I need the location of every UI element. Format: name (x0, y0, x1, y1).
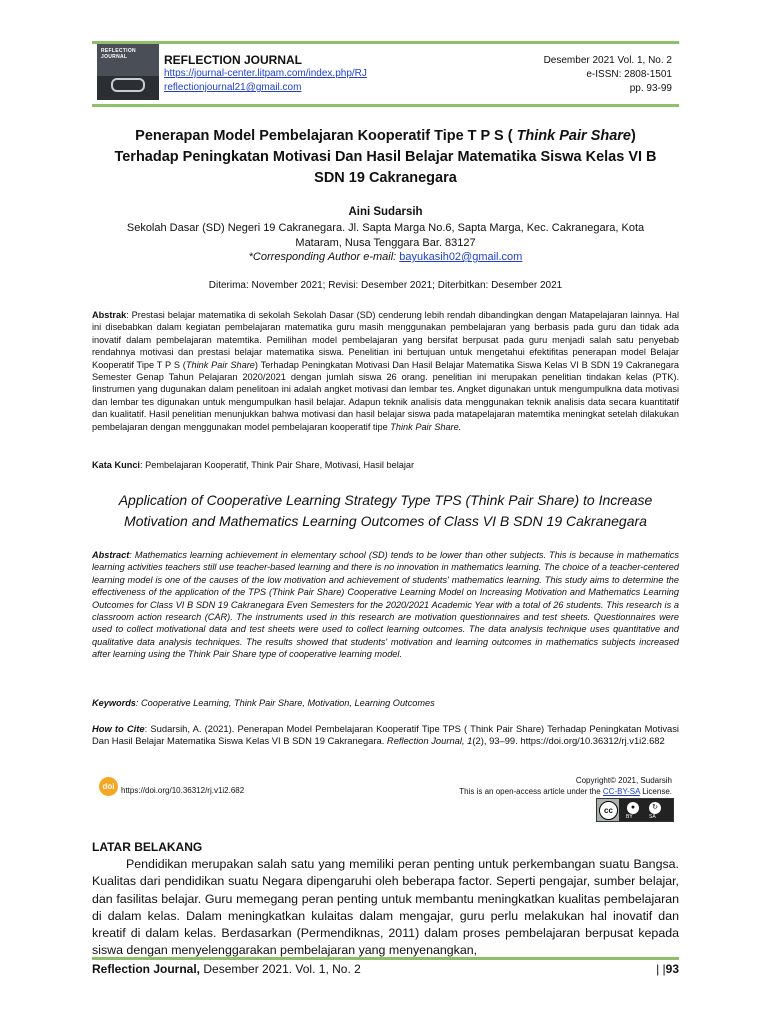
eissn: e-ISSN: 2808-1501 (586, 69, 672, 80)
footer-journal: Reflection Journal, Desember 2021. Vol. 1, No. 2 (92, 962, 361, 976)
article-title: Penerapan Model Pembelajaran Kooperatif Tipe T P S ( Think Pair Share) Terhadap Peningkatan Motivasi Dan Hasil Belajar Matematika Siswa Kelas VI B SDN 19 Cakranegara (114, 128, 657, 186)
sa-label: SA (649, 814, 656, 820)
cover-title: REFLECTION JOURNAL (101, 48, 136, 60)
cc-by-sa-badge-icon[interactable] (596, 798, 674, 822)
license-link[interactable]: CC-BY-SA (602, 787, 640, 796)
page-range: pp. 93-99 (629, 83, 672, 94)
copyright: Copyright© 2021, Sudarsih (575, 776, 672, 785)
issue-info: Desember 2021 Vol. 1, No. 2 (543, 55, 672, 66)
header-top-rule (92, 41, 679, 44)
section-paragraph: Pendidikan merupakan salah satu yang memiliki peran penting untuk perkembangan suatu Bangsa. Kualitas dari pendidikan suatu Negara dipengaruhi oleh beberapa factor. Seperti pengajar, sumber belajar, dan fasilitas belajar. Guru memegang peran penting untuk membantu meningkatkan kualitas pembelajaran di dalam kelas. Dalam meningkatkan kulaitas dalam mengajar, guru perlu melakukan hal inovatif dan kreatif di dalam kelas. Berdasarkan (Permendiknas, 2011) dalam proses pembelajaran berpusat kepada siswa dengan menyelenggarakan pembelajaran yang menyenangkan, (92, 857, 679, 958)
abstrak-paragraph: Abstrak: Prestasi belajar matematika di sekolah Sekolah Dasar (SD) cenderung lebih rendah dibandingkan dengan Matapelajaran lainnya. Hal ini disebabkan dalam kegiatan pembelajaran matematika guru masih menggunakan pembelajaran yang berbasis pada guru dan tidak ada inovatif dalam pembelajaran matemtika. Pemilihan model pembelajaran yang bersifat berpusat pada guru menjadi salah satu penyebab rendahnya motivasi dan prestasi belajar matematika siswa. Penelitian ini bertujuan untuk mengetahui efektifitas penerapan model Belajar Kooperatif Tipe T P S (Think Pair Share) Terhadap Peningkatan Motivasi Dan Hasil Belajar Matematika Siswa Kelas VI B SDN 19 Cakranegara Semester Genap Tahun Pelajaran 2020/2021 dengan jumlah siswa 26 orang. penelitian ini merupakan penelitian tindakan kelas (PTK). Iinstrumen yang dugunakan dalam penelitoan ini adalah angket motivasi dan lembar tes. Angket digunakan untuk mengumpulkna data motivasi dan lembar tes digunakan untuk mengumpulkan hasil belajar. Adapun teknik analisis data menggunakan teknik analisis data secara kuantitatif dan kualitatif. Hasil penelitian menunjukkan bahwa motivasi dan hasil belajar siswa pada matapelajaran matemtika meningkat setelah dilakukan pembelajaran dengan menggunakan model pembelajaran kooperatif tipe Think Pair Share. (92, 310, 679, 432)
kata-kunci: Kata Kunci: Pembelajaran Kooperatif, Think Pair Share, Motivasi, Hasil belajar (92, 460, 415, 470)
corresponding-author: *Corresponding Author e-mail: bayukasih02@gmail.com (248, 251, 523, 263)
article-dates: Diterima: November 2021; Revisi: Desember 2021; Diterbitkan: Desember 2021 (208, 280, 563, 291)
author-name: Aini Sudarsih (348, 206, 423, 218)
journal-email-link[interactable]: reflectionjournal21@gmail.com (164, 82, 302, 93)
by-icon: ● (627, 802, 639, 814)
english-abstract-paragraph: Abstract: Mathematics learning achievement in elementary school (SD) tends to be lower than other subjects. This is because in mathematics learning activities teachers still use teacher-based learning and there is no innovation in mathematics learning. The choice of a teacher-centered learning model is one of the causes of the low motivation and achievement of students' mathematics learning. This study aims to determine the effectiveness of the application of the TPS (Think Pair Share) Cooperative Learning Model on Increasing Motivation and Mathematics Learning Outcomes for Class VI B SDN 19 Cakranegara Even Semesters for the 2020/2021 Academic Year with a total of 26 students. This research is a classroom action research (CAR). The instruments used in this research are motivation questionnaires and test sheets. Questionnaires were used to collect motivational data and test sheets were used to collect learning outcomes. The data analysis technique uses quantitative and qualitative data analysis techniques. The results showed that students' motivation and learning outcomes in mathematics subjects increased after learning using the Think Pair Share type of cooperative learning model. (92, 550, 679, 660)
sa-icon: ↻ (649, 802, 661, 814)
doi-icon: doi (99, 777, 118, 796)
english-title: Application of Cooperative Learning Strategy Type TPS (Think Pair Share) to Increase Motivation and Mathematics Learning Outcomes of Class VI B SDN 19 Cakranegara (118, 492, 653, 529)
journal-url-link[interactable]: https://journal-center.litpam.com/index.php/RJ (164, 68, 367, 79)
section-heading: LATAR BELAKANG (92, 840, 203, 854)
doi-link[interactable]: https://doi.org/10.36312/rj.v1i2.682 (121, 786, 245, 795)
journal-name: REFLECTION JOURNAL (164, 53, 302, 67)
author-affiliation: Sekolah Dasar (SD) Negeri 19 Cakranegara. Jl. Sapta Marga No.6, Sapta Marga, Kec. Cakranegara, Kota Mataram, Nusa Tenggara Bar. 83127 (126, 222, 645, 249)
how-to-cite: How to Cite: Sudarsih, A. (2021). Penerapan Model Pembelajaran Kooperatif Tipe TPS ( Think Pair Share) Terhadap Peningkatan Motivasi Dan Hasil Belajar Matematika Siswa Kelas VI B SDN 19 Cakranegara. Reflection Journal, 1(2), 93–99. https://doi.org/10.36312/rj.v1i2.682 (92, 723, 680, 747)
footer-rule (92, 957, 679, 960)
license-statement: This is an open-access article under the CC-BY-SA License. (459, 787, 672, 796)
header-bottom-rule (92, 104, 679, 107)
corresponding-email-link[interactable]: bayukasih02@gmail.com (399, 251, 523, 263)
page-number: | |93 (656, 962, 679, 976)
by-label: BY (626, 814, 633, 820)
cc-icon: cc (599, 801, 618, 820)
keywords: Keywords: Cooperative Learning, Think Pair Share, Motivation, Learning Outcomes (92, 698, 435, 708)
glasses-icon (111, 78, 145, 92)
journal-cover-thumbnail (97, 44, 159, 100)
